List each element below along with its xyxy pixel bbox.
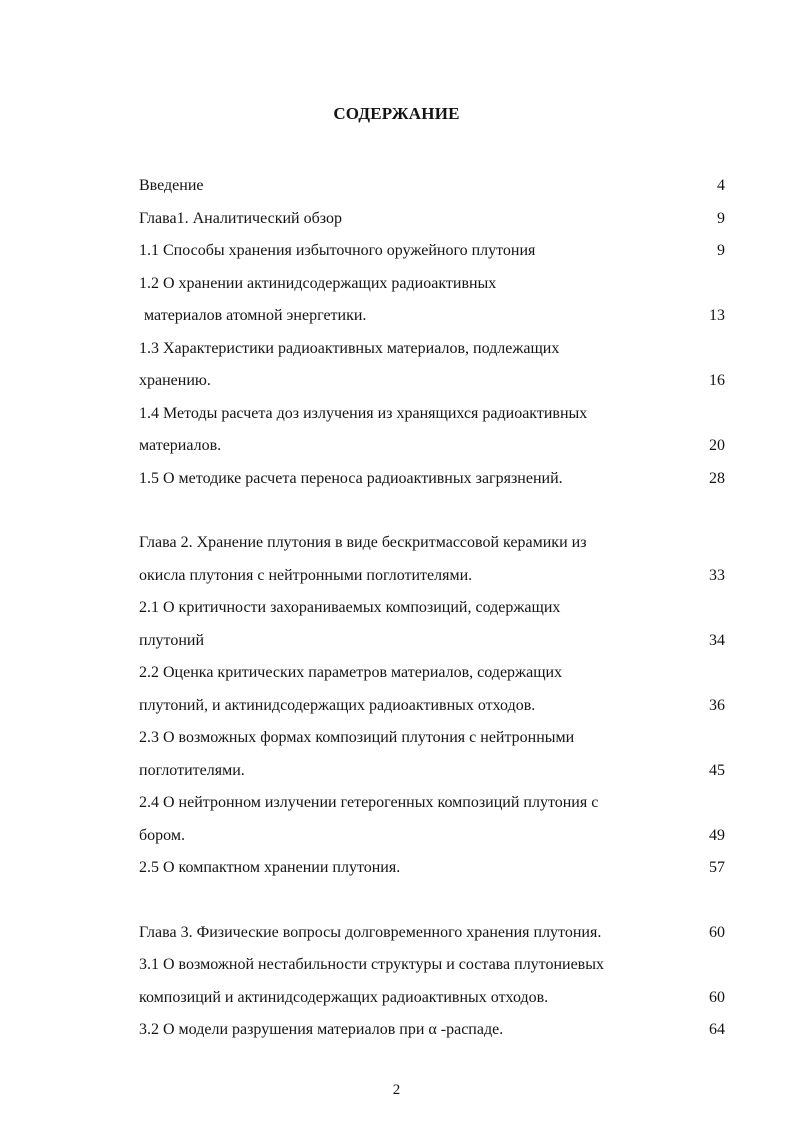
toc-entry bbox=[139, 722, 725, 755]
toc-entry-page: 9 bbox=[717, 209, 725, 227]
toc-entry-text: 1.3 Характеристики радиоактивных материалов, подлежащих bbox=[139, 339, 560, 357]
toc-entry bbox=[139, 268, 725, 301]
toc-entry-text: 1.1 Способы хранения избыточного оружейного плутония bbox=[139, 242, 536, 259]
toc-entry-text: композиций и актинидсодержащих радиоактивных отходов. bbox=[139, 988, 549, 1006]
toc-entry bbox=[139, 949, 725, 982]
toc-entry-page: 60 bbox=[709, 923, 725, 941]
toc-entry-page: 64 bbox=[709, 1021, 725, 1038]
toc-entry-text: 2.5 О компактном хранении плутония. bbox=[139, 859, 401, 876]
toc-entry-page: 34 bbox=[709, 631, 725, 649]
toc-entry-text: Глава 2. Хранение плутония в виде бескритмассовой керамики из bbox=[139, 534, 587, 551]
toc-entry-page: 16 bbox=[709, 372, 725, 389]
toc-entry bbox=[139, 398, 725, 431]
toc-entry-page: 57 bbox=[709, 859, 725, 876]
toc-entry-page: 28 bbox=[709, 469, 725, 487]
toc-entry-page: 9 bbox=[717, 242, 725, 259]
toc-entry bbox=[139, 170, 725, 203]
toc-entry-page: 45 bbox=[709, 761, 725, 779]
toc-entry-text: хранению. bbox=[139, 372, 211, 389]
toc-entry-page: 33 bbox=[709, 566, 725, 584]
toc-entry-page: 60 bbox=[709, 988, 725, 1006]
toc-entry bbox=[139, 560, 725, 593]
toc-entry-text: 1.5 О методике расчета переноса радиоактивных загрязнений. bbox=[139, 469, 563, 487]
toc-entry bbox=[139, 852, 725, 885]
toc-entry-text: 2.2 Оценка критических параметров материалов, содержащих bbox=[139, 664, 563, 681]
toc-entry-text: 1.4 Методы расчета доз излучения из хранящихся радиоактивных bbox=[139, 404, 588, 422]
toc-entry bbox=[139, 917, 725, 950]
toc-entry bbox=[139, 333, 725, 366]
toc-entry-text: Глава 3. Физические вопросы долговременного хранения плутония. bbox=[139, 923, 602, 941]
toc-entry bbox=[139, 235, 725, 268]
toc-spacer bbox=[139, 885, 725, 917]
table-of-contents bbox=[139, 170, 725, 1047]
toc-entry bbox=[139, 592, 725, 625]
toc-entry bbox=[139, 755, 725, 788]
toc-entry-text: плутоний, и актинидсодержащих радиоактивных отходов. bbox=[139, 696, 536, 714]
toc-spacer bbox=[139, 495, 725, 527]
toc-entry-text: Глава1. Аналитический обзор bbox=[139, 209, 342, 227]
toc-entry bbox=[139, 690, 725, 723]
toc-entry bbox=[139, 300, 725, 333]
page-number: 2 bbox=[392, 1082, 401, 1098]
toc-entry bbox=[139, 657, 725, 690]
toc-entry bbox=[139, 203, 725, 236]
toc-entry-text: 2.3 О возможных формах композиций плутония с нейтронными bbox=[139, 729, 575, 746]
toc-entry bbox=[139, 463, 725, 496]
toc-entry-text: бором. bbox=[139, 826, 185, 844]
toc-entry bbox=[139, 820, 725, 853]
toc-entry bbox=[139, 527, 725, 560]
toc-entry-text: 1.2 О хранении актинидсодержащих радиоактивных bbox=[139, 274, 497, 292]
toc-entry bbox=[139, 365, 725, 398]
toc-entry-text: 2.1 О критичности захораниваемых композиций, содержащих bbox=[139, 599, 561, 616]
toc-entry-text: 3.1 О возможной нестабильности структуры и состава плутониевых bbox=[139, 956, 604, 973]
toc-entry bbox=[139, 1014, 725, 1047]
toc-entry-text: поглотителями. bbox=[139, 761, 245, 779]
toc-entry-page: 20 bbox=[709, 437, 725, 454]
toc-entry bbox=[139, 430, 725, 463]
toc-entry-page: 36 bbox=[709, 696, 725, 714]
toc-entry-text: материалов атомной энергетики. bbox=[144, 307, 367, 324]
toc-entry-page: 4 bbox=[717, 177, 725, 194]
toc-entry bbox=[139, 787, 725, 820]
toc-entry-text: 3.2 О модели разрушения материалов при α -распаде. bbox=[139, 1021, 504, 1038]
toc-entry-text: материалов. bbox=[139, 437, 222, 454]
toc-entry bbox=[139, 625, 725, 658]
toc-entry-page: 49 bbox=[709, 826, 725, 844]
toc-entry-text: окисла плутония с нейтронными поглотителями. bbox=[139, 566, 473, 584]
page-title: СОДЕРЖАНИЕ bbox=[333, 104, 460, 123]
toc-entry-text: 2.4 О нейтронном излучении гетерогенных композиций плутония с bbox=[139, 794, 599, 811]
toc-entry-text: плутоний bbox=[139, 631, 205, 649]
toc-entry bbox=[139, 982, 725, 1015]
toc-entry-page: 13 bbox=[709, 307, 725, 324]
toc-entry-text: Введение bbox=[139, 177, 204, 194]
